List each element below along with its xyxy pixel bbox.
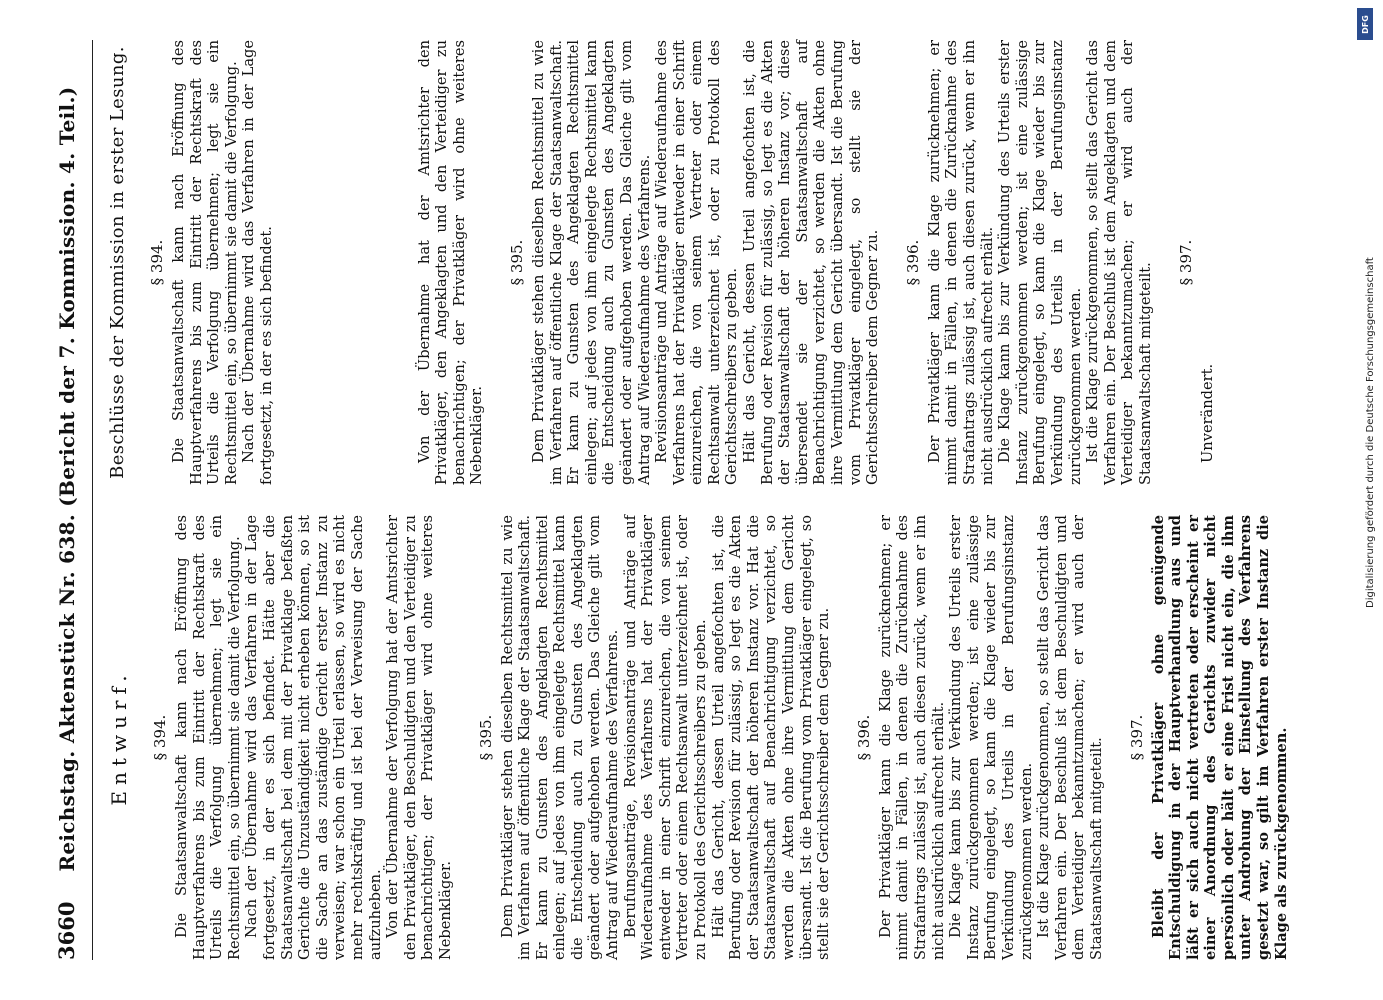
dfg-logo: [1357, 8, 1373, 40]
resolution-section-394: [148, 40, 486, 485]
paragraph: Die Staatsanwaltschaft kann nach Eröffnung des Hauptverfahrens bis zum Eintritt der Rechtskraft des Urteils die Verfolgung übernehmen; legt sie ein Rechtsmittel ein, so übernimmt sie damit die Verfolgung.: [173, 515, 243, 960]
paragraph: Nach der Übernahme wird das Verfahren in der Lage fortgesetzt, in der es sich befindet.: [240, 40, 275, 485]
section-number: § 396.: [903, 239, 922, 286]
section-number: § 394.: [148, 239, 166, 286]
paragraph: Berufungsanträge, Revisionsanträge und Anträge auf Wiederaufnahme des Verfahrens hat der Privatkläger entweder in einer Schrift einzureichen, die von seinem Vertreter oder einem Rechtsanwalt unterzeichnet ist, oder zu Protokoll des Gerichtsschreibers zu geben.: [621, 515, 710, 960]
paragraph: Nach der Übernahme wird das Verfahren in der Lage fortgesetzt, in der es sich befindet. Hätte aber die Staatsanwaltschaft bei dem mit der Privatklage befaßten Gerichte die Unzuständigkeit nicht erheben können, so ist die Sache an das zuständige Gericht erster Instanz zu verweisen; war schon ein Urteil erlassen, so wird es nicht mehr rechtskräftig und ist bei der Verweisung der Sache aufzuheben.: [243, 515, 384, 960]
paragraph: Die Klage kann bis zur Verkündung des Urteils erster Instanz zurückgenommen werden; ist eine zulässige Berufung eingelegt, so kann die Klage wieder bis zur Verkündung des Urteils in der Berufungsinstanz zurückgenommen werden.: [947, 515, 1035, 960]
paragraph: Hält das Gericht, dessen Urteil angefochten ist, die Berufung oder Revision für zulässig, so legt es die Akten der Staatsanwaltschaft der höheren Instanz vor. Hat die Staatsanwaltschaft auf Benachrichtigung verzichtet, so werden die Akten ohne ihre Vermittlung dem Gericht übersandt. Ist die Berufung vom Privatkläger eingelegt, so stellt sie der Gerichtsschreiber dem Gegner zu.: [709, 515, 833, 960]
draft-column: [103, 515, 1312, 960]
section-number: § 397.: [1127, 714, 1146, 761]
draft-section-394: [151, 515, 455, 960]
page-header: [54, 40, 93, 960]
resolutions-column: [103, 40, 1312, 485]
two-column-body: [103, 40, 1312, 960]
draft-section-396: [855, 515, 1106, 960]
draft-section-395: [477, 515, 833, 960]
paragraph: Ist die Klage zurückgenommen, so stellt das Gericht das Verfahren ein. Der Beschluß ist dem Angeklagten und dem Verteidiger bekanntzumachen; er wird auch der Staatsanwaltschaft mitgeteilt.: [1084, 40, 1154, 485]
paragraph: Ist die Klage zurückgenommen, so stellt das Gericht das Verfahren ein. Der Beschluß ist dem Beschuldigten und dem Verteidiger bekanntzumachen; er wird auch der Staatsanwaltschaft mitgeteilt.: [1035, 515, 1105, 960]
paragraph: Unverändert.: [1198, 363, 1216, 463]
paragraph: Dem Privatkläger stehen dieselben Rechtsmittel zu wie im Verfahren auf öffentliche Klage der Staatsanwaltschaft. Er kann zu Gunsten des Angeklagten Rechtsmittel einlegen; auf jedes von ihm eingelegte Rechtsmittel kann die Entscheidung auch zu Gunsten des Angeklagten geändert oder aufgehoben werden. Das Gleiche gilt vom Antrag auf Wiederaufnahme des Verfahrens.: [498, 515, 622, 960]
page-title: Reichstag. Aktenstück Nr. 638. (Bericht der 7. Kommission. 4. Teil.): [55, 86, 79, 872]
paragraph: Bleibt der Privatkläger ohne genügende Entschuldigung in der Hauptverhandlung aus und läßt er sich auch nicht vertreten oder erscheint er einer Anordnung des Gerichts zuwider nicht persönlich oder hält er eine Frist nicht ein, die ihm unter Androhung der Einstellung des Verfahrens gesetzt war, so gilt im Verfahren erster Instanz die Klage als zurückgenommen.: [1149, 515, 1290, 960]
page-number: 3660: [54, 901, 79, 960]
digitization-credit-text: Digitalisierung gefördert durch die Deutsche Forschungsgemeinschaft: [1365, 257, 1376, 608]
resolution-section-397: [1177, 40, 1217, 485]
paragraph: Hält das Gericht, dessen Urteil angefochten ist, die Berufung oder Revision für zulässig, so legt es die Akten der Staatsanwaltschaft der höheren Instanz vor; diese übersendet sie der Staatsanwaltschaft auf Benachrichtigung verzichtet, so werden die Akten ohne ihre Vermittlung dem Gericht übersandt. Ist die Berufung vom Privatkläger eingelegt, so stellt sie der Gerichtsschreiber dem Gegner zu.: [741, 40, 882, 485]
paragraph: Dem Privatkläger stehen dieselben Rechtsmittel zu wie im Verfahren auf öffentliche Klage der Staatsanwaltschaft. Er kann zu Gunsten des Angeklagten Rechtsmittel einlegen; auf jedes von ihm eingelegte Rechtsmittel kann die Entscheidung auch zu Gunsten des Angeklagten geändert oder aufgehoben werden. Das Gleiche gilt vom Antrag auf Wiederaufnahme des Verfahrens.: [529, 40, 653, 485]
paragraph: Der Privatkläger kann die Klage zurücknehmen; er nimmt damit in Fällen, in denen die Zurücknahme des Strafantrags zulässig ist, auch diesen zurück, wenn er ihn nicht ausdrücklich aufrecht erhält.: [925, 40, 996, 485]
draft-section-397: [1128, 515, 1291, 960]
paragraph: Die Klage kann bis zur Verkündung des Urteils erster Instanz zurückgenommen werden; ist eine zulässige Berufung eingelegt, so kann die Klage wieder bis zur Verkündung des Urteils in der Berufungsinstanz zurückgenommen werden.: [996, 40, 1084, 485]
resolution-section-396: [904, 40, 1155, 485]
paragraph: Der Privatkläger kann die Klage zurücknehmen; er nimmt damit in Fällen, in denen die Zurücknahme des Strafantrags zulässig ist, auch diesen zurück, wenn er ihn nicht ausdrücklich aufrecht erhält.: [876, 515, 947, 960]
digitization-credit: [1363, 48, 1379, 608]
section-number: § 395.: [476, 714, 495, 761]
section-number: § 394.: [151, 714, 169, 761]
paragraph: Revisionsanträge und Anträge auf Wiederaufnahme des Verfahrens hat der Privatkläger entweder in einer Schrift einzureichen, die von seinem Vertreter oder einem Rechtsanwalt unterzeichnet ist, oder zu Protokoll des Gerichtsschreibers zu geben.: [653, 40, 741, 485]
paragraph: Die Staatsanwaltschaft kann nach Eröffnung des Hauptverfahrens bis zum Eintritt der Rechtskraft des Urteils die Verfolgung übernehmen; legt sie ein Rechtsmittel ein, so übernimmt sie damit die Verfolgung.: [170, 40, 240, 485]
dfg-logo-text: DFG: [1360, 14, 1370, 34]
spacer: [276, 40, 416, 485]
section-number: § 397.: [1176, 239, 1195, 286]
draft-heading: Entwurf.: [107, 669, 131, 806]
resolutions-heading: Beschlüsse der Kommission in erster Lesung.: [107, 46, 128, 479]
resolution-section-395: [508, 40, 882, 485]
section-number: § 396.: [854, 714, 873, 761]
paragraph: Von der Übernahme hat der Amtsrichter den Privatkläger, den Angeklagten und den Verteidiger zu benachrichtigen; der Privatkläger wird ohne weiteres Nebenkläger.: [415, 40, 486, 485]
paragraph: Von der Übernahme der Verfolgung hat der Amtsrichter den Privatkläger, den Beschuldigten und den Verteidiger zu benachrichtigen; der Privatkläger wird ohne weiteres Nebenkläger.: [384, 515, 454, 960]
section-number: § 395.: [507, 239, 526, 286]
